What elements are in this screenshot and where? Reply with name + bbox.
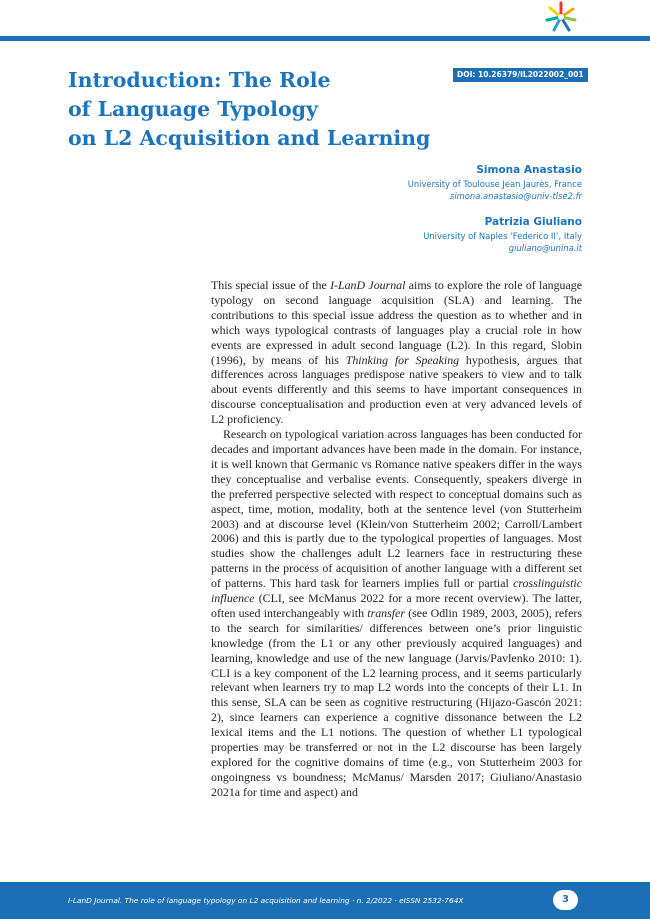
journal-name: I-LanD Journal — [330, 278, 406, 292]
title-line: on L2 Acquisition and Learning — [68, 126, 431, 150]
doi-badge[interactable]: DOI: 10.26379/IL2022002_001 — [453, 68, 588, 82]
emphasis-term: transfer — [367, 605, 405, 620]
author-name: Simona Anastasio — [476, 164, 582, 176]
footer-citation: I-LanD Journal. The role of language typology on L2 acquisition and learning · n. 2/2022 · eISSN 2532-764X — [68, 896, 464, 905]
title-line: Introduction: The Role — [68, 68, 331, 92]
author-affiliation: University of Toulouse Jean Jaurès, France — [407, 179, 582, 189]
header-bar — [0, 36, 650, 41]
body-paragraph: Research on typological variation across languages has been conducted for decades and important advances have been made in the domain. For instance, it is well known that Germanic vs Romance native speakers differ in the ways they conceptualise and verbalise events. Consequently, speakers diverge in the preferred perspective selected with respect to conceptual domains such as aspect, time, motion, modality, both at the sentence level (von Stutterheim 2003) and at discourse level (Klein/von Stutterheim 2002; Carroll/Lambert 2006) and this is partly due to the typological properties of languages. Most studies show the challenges adult L2 learners face in restructuring these patterns in the process of acquisition of another language with a different set of patterns. This hard task for learners implies full or partial crosslinguistic influence (CLI, see McManus 2022 for a more recent overview). The latter, often used interchangeably with transfer (see Odlin 1989, 2003, 2005), refers to the search for similarities/ differences between one’s prior linguistic knowledge (from the L1 or any other previously acquired languages) and learning, knowledge and use of the new language (Jarvis/Pavlenko 2010: 1). CLI is a key component of the L2 learning process, and it seems particularly relevant when learners try to map L2 words into the concepts of their L1. In this sense, SLA can be seen as cognitive restructuring (Hijazo-Gascón 2021: 2), since learners can experience a cognitive dissonance between the L2 lexical items and the L1 notions. The question of whether L1 typological properties may be transferred or not in the L2 discourse has been largely explored for the cognitive domains of time (e.g., von Stutterheim 2003 for ongoingness vs boundness; McManus/ Marsden 2017; Giuliano/Anastasio 2021a for time and aspect) and — [211, 427, 582, 799]
emphasis-term: Thinking for Speaking — [345, 352, 460, 367]
article-body — [211, 278, 582, 800]
author-email[interactable]: simona.anastasio@univ-tlse2.fr — [449, 191, 582, 201]
author-email[interactable]: giuliano@unina.it — [508, 243, 582, 253]
title-line: of Language Typology — [68, 97, 318, 121]
author-block — [282, 162, 582, 202]
page-number: 3 — [553, 890, 578, 910]
author-affiliation: University of Naples ‘Federico II’, Italy — [423, 231, 582, 241]
body-paragraph: This special issue of the I-LanD Journal aims to explore the role of language typology on second language acquisition (SLA) and learning. The contributions to this special issue address the question as to whether and in which ways typological contrasts of languages play a crucial role in how events are expressed in adult second language (L2). In this regard, Slobin (1996), by means of his Thinking for Speaking hypothesis, argues that differences across languages predispose native speakers to view and to talk about events differently and this seems to have important consequences in discourse conceptualisation and production even at very advanced levels of L2 proficiency. — [211, 278, 583, 427]
author-block — [282, 214, 582, 254]
article-title — [68, 66, 448, 153]
journal-logo-icon — [542, 0, 580, 34]
author-name: Patrizia Giuliano — [484, 216, 582, 228]
emphasis-term: crosslinguistic influence — [211, 576, 582, 606]
